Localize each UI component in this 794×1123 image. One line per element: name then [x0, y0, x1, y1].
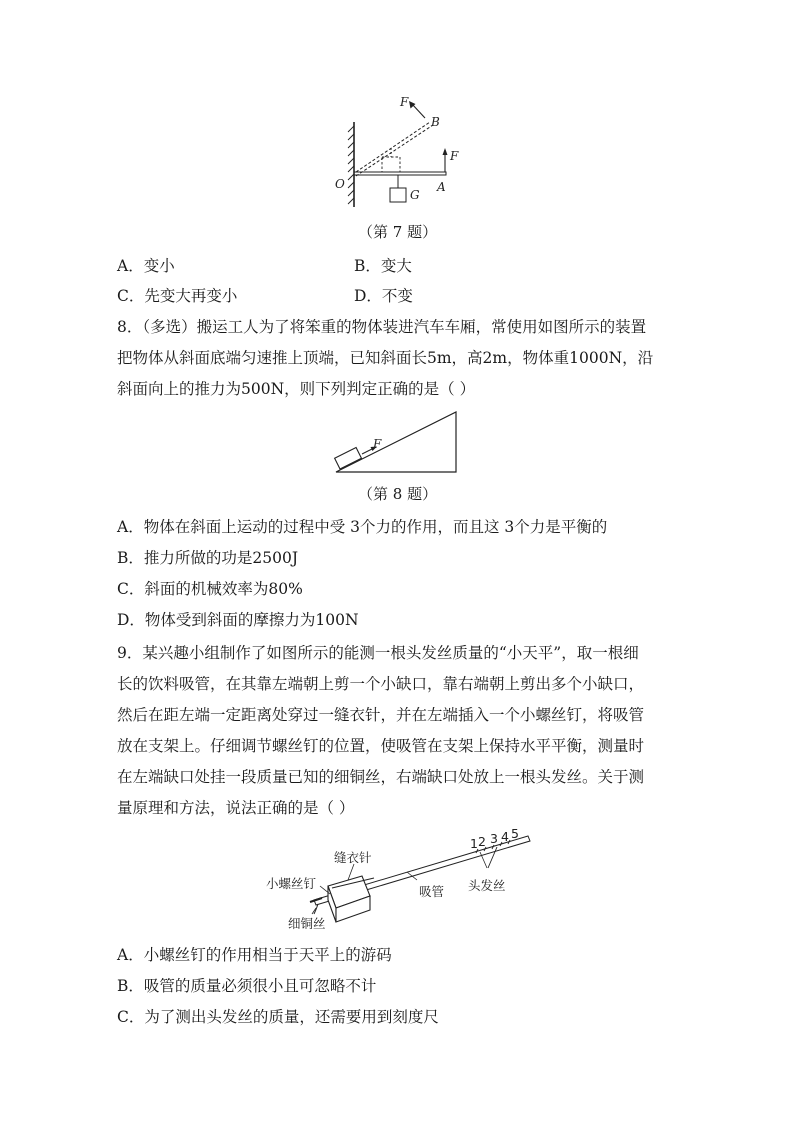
label-needle: 缝衣针	[334, 850, 372, 865]
q9-stem-line-3: 然后在距左端一定距离处穿过一缝衣针，并在左端插入一个小螺丝钉，将吸管	[117, 706, 645, 724]
q9-stem-line-2: 长的饮料吸管，在其靠左端朝上剪一个小缺口，靠右端朝上剪出多个小缺口，	[117, 675, 645, 693]
q9-stem-line-1: 9．某兴趣小组制作了如图所示的能测一根头发丝质量的“小天平”，取一根细	[117, 644, 639, 662]
q7-option-b: B．变大	[354, 257, 412, 275]
label-notch-5: 5	[511, 826, 519, 841]
label-F-top: F	[400, 95, 409, 109]
figure-9-straw-balance-diagram	[262, 828, 534, 936]
q8-stem-line-3: 斜面向上的推力为500N，则下列判定正确的是（ ）	[117, 380, 476, 398]
q7-option-a: A．变小	[117, 257, 175, 275]
label-G: G	[410, 188, 420, 202]
label-notch-2: 2	[478, 834, 486, 849]
label-screw: 小螺丝钉	[266, 876, 317, 891]
label-straw: 吸管	[419, 884, 445, 899]
label-A: A	[437, 180, 446, 194]
q9-stem-line-4: 放在支架上。仔细调节螺丝钉的位置，使吸管在支架上保持水平平衡，测量时	[117, 737, 645, 755]
label-copper-wire: 细铜丝	[288, 916, 326, 931]
q9-option-a: A．小螺丝钉的作用相当于天平上的游码	[117, 946, 392, 964]
q7-option-d: D．不变	[354, 287, 413, 305]
figure-7-lever-diagram	[330, 92, 470, 212]
figure-8-caption: （第 8 题）	[358, 485, 438, 503]
q8-option-d: D．物体受到斜面的摩擦力为100N	[117, 611, 359, 629]
q8-stem-line-1: 8．（多选）搬运工人为了将笨重的物体装进汽车车厢，常使用如图所示的装置	[117, 318, 647, 336]
q9-stem-line-5: 在左端缺口处挂一段质量已知的细铜丝，右端缺口处放上一根头发丝。关于测	[117, 768, 645, 786]
q8-stem-line-2: 把物体从斜面底端匀速推上顶端，已知斜面长5m，高2m，物体重1000N，沿	[117, 349, 654, 367]
q8-option-c: C．斜面的机械效率为80%	[117, 580, 303, 598]
q8-option-b: B．推力所做的功是2500J	[117, 549, 299, 567]
label-notch-4: 4	[501, 829, 509, 844]
q9-option-c: C．为了测出头发丝的质量，还需要用到刻度尺	[117, 1008, 439, 1026]
label-notch-1: 1	[470, 836, 478, 851]
label-B: B	[431, 115, 440, 129]
label-O: O	[335, 177, 345, 191]
figure-7-caption: （第 7 题）	[358, 223, 438, 241]
figure-8-incline-diagram	[332, 410, 462, 476]
label-notch-3: 3	[490, 831, 498, 846]
q9-option-b: B．吸管的质量必须很小且可忽略不计	[117, 977, 377, 995]
label-F-incline: F	[373, 437, 382, 451]
q8-option-a: A．物体在斜面上运动的过程中受 3个力的作用，而且这 3个力是平衡的	[117, 518, 608, 536]
label-F-right: F	[450, 149, 459, 163]
label-hair: 头发丝	[468, 878, 506, 893]
q9-stem-line-6: 量原理和方法，说法正确的是（ ）	[117, 799, 355, 817]
q7-option-c: C．先变大再变小	[117, 287, 238, 305]
